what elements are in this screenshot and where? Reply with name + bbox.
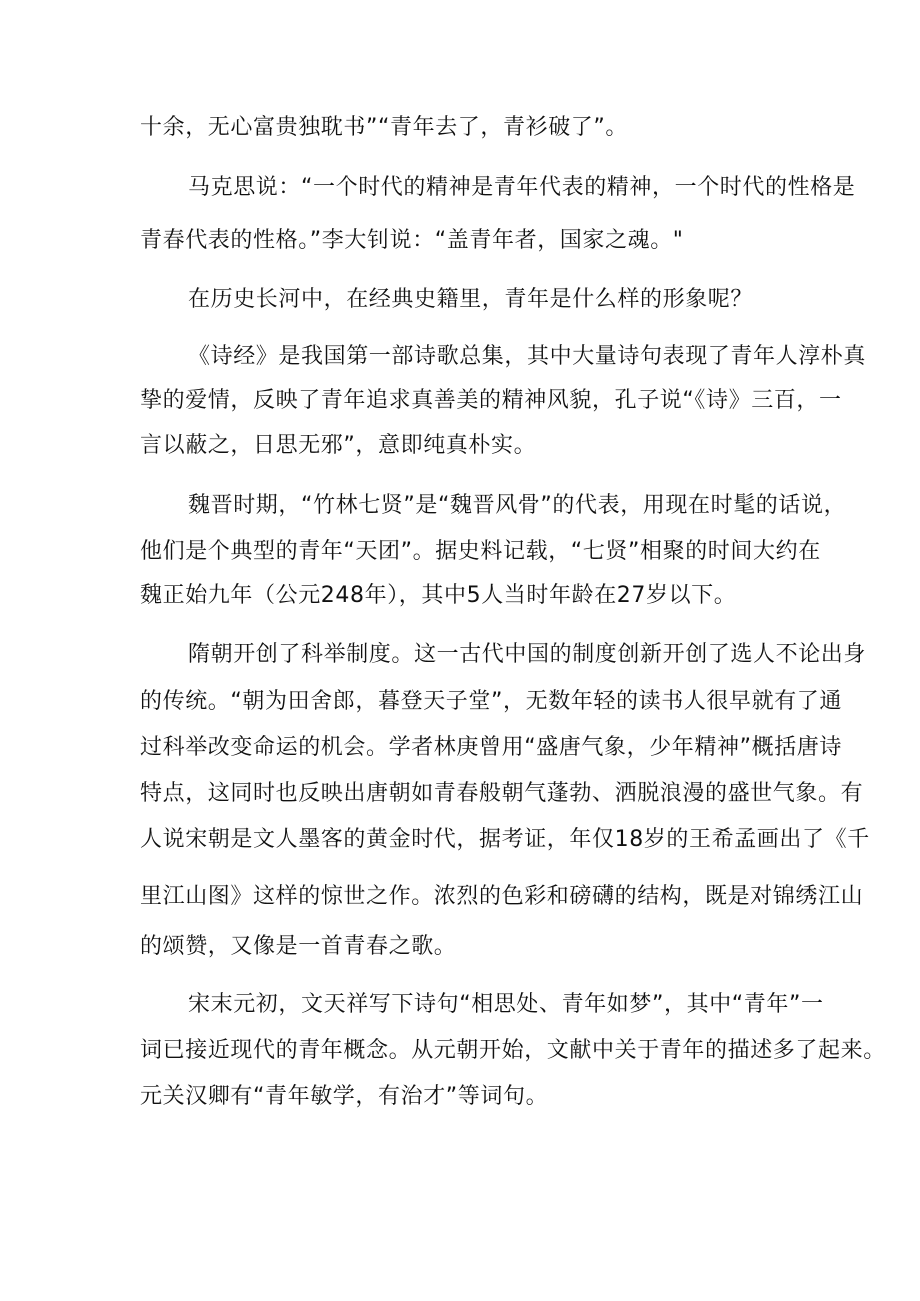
paragraph-line: 的颂赞，又像是一首青春之歌。 [140,934,457,959]
paragraph-line: 十余，无心富贵独耽书”“青年去了，青衫破了”。 [140,115,628,140]
paragraph-line: 《诗经》是我国第一部诗歌总集，其中大量诗句表现了青年人淳朴真 [188,344,867,369]
paragraph-line: 挚的爱情，反映了青年追求真善美的精神风貌，孔子说“《诗》三百，一 [140,388,842,413]
paragraph-line: 在历史长河中，在经典史籍里，青年是什么样的形象呢？ [188,287,754,312]
paragraph-line: 马克思说：“一个时代的精神是青年代表的精神，一个时代的性格是 [188,175,856,200]
paragraph-line: 人说宋朝是文人墨客的黄金时代，据考证，年仅18岁的王希孟画出了《千 [140,827,870,852]
paragraph-line: 他们是个典型的青年“天团”。据史料记载，“七贤”相聚的时间大约在 [140,539,821,564]
paragraph-line: 词已接近现代的青年概念。从元朝开始，文献中关于青年的描述多了起来。 [140,1038,886,1063]
paragraph-line: 魏正始九年（公元248年），其中5人当时年龄在27岁以下。 [140,583,737,608]
paragraph-line: 过科举改变命运的机会。学者林庚曾用“盛唐气象，少年精神”概括唐诗 [140,735,842,760]
paragraph-line: 宋末元初，文天祥写下诗句“相思处、青年如梦”，其中“青年”一 [188,992,824,1017]
paragraph-line: 特点，这同时也反映出唐朝如青春般朝气蓬勃、洒脱浪漫的盛世气象。有 [140,781,864,806]
paragraph-line: 青春代表的性格。”李大钊说：“盖青年者，国家之魂。" [140,228,684,253]
paragraph-line: 魏晋时期，“竹林七贤”是“魏晋风骨”的代表，用现在时髦的话说， [188,493,847,518]
paragraph-line: 里江山图》这样的惊世之作。浓烈的色彩和磅礴的结构，既是对锦绣江山 [140,884,864,909]
paragraph-line: 隋朝开创了科举制度。这一古代中国的制度创新开创了选人不论出身 [188,642,867,667]
paragraph-line: 元关汉卿有“青年敏学，有治才”等词句。 [140,1084,549,1109]
paragraph-line: 言以蔽之，日思无邪”，意即纯真朴实。 [140,433,537,458]
paragraph-line: 的传统。“朝为田舍郎，暮登天子堂”，无数年轻的读书人很早就有了通 [140,689,842,714]
